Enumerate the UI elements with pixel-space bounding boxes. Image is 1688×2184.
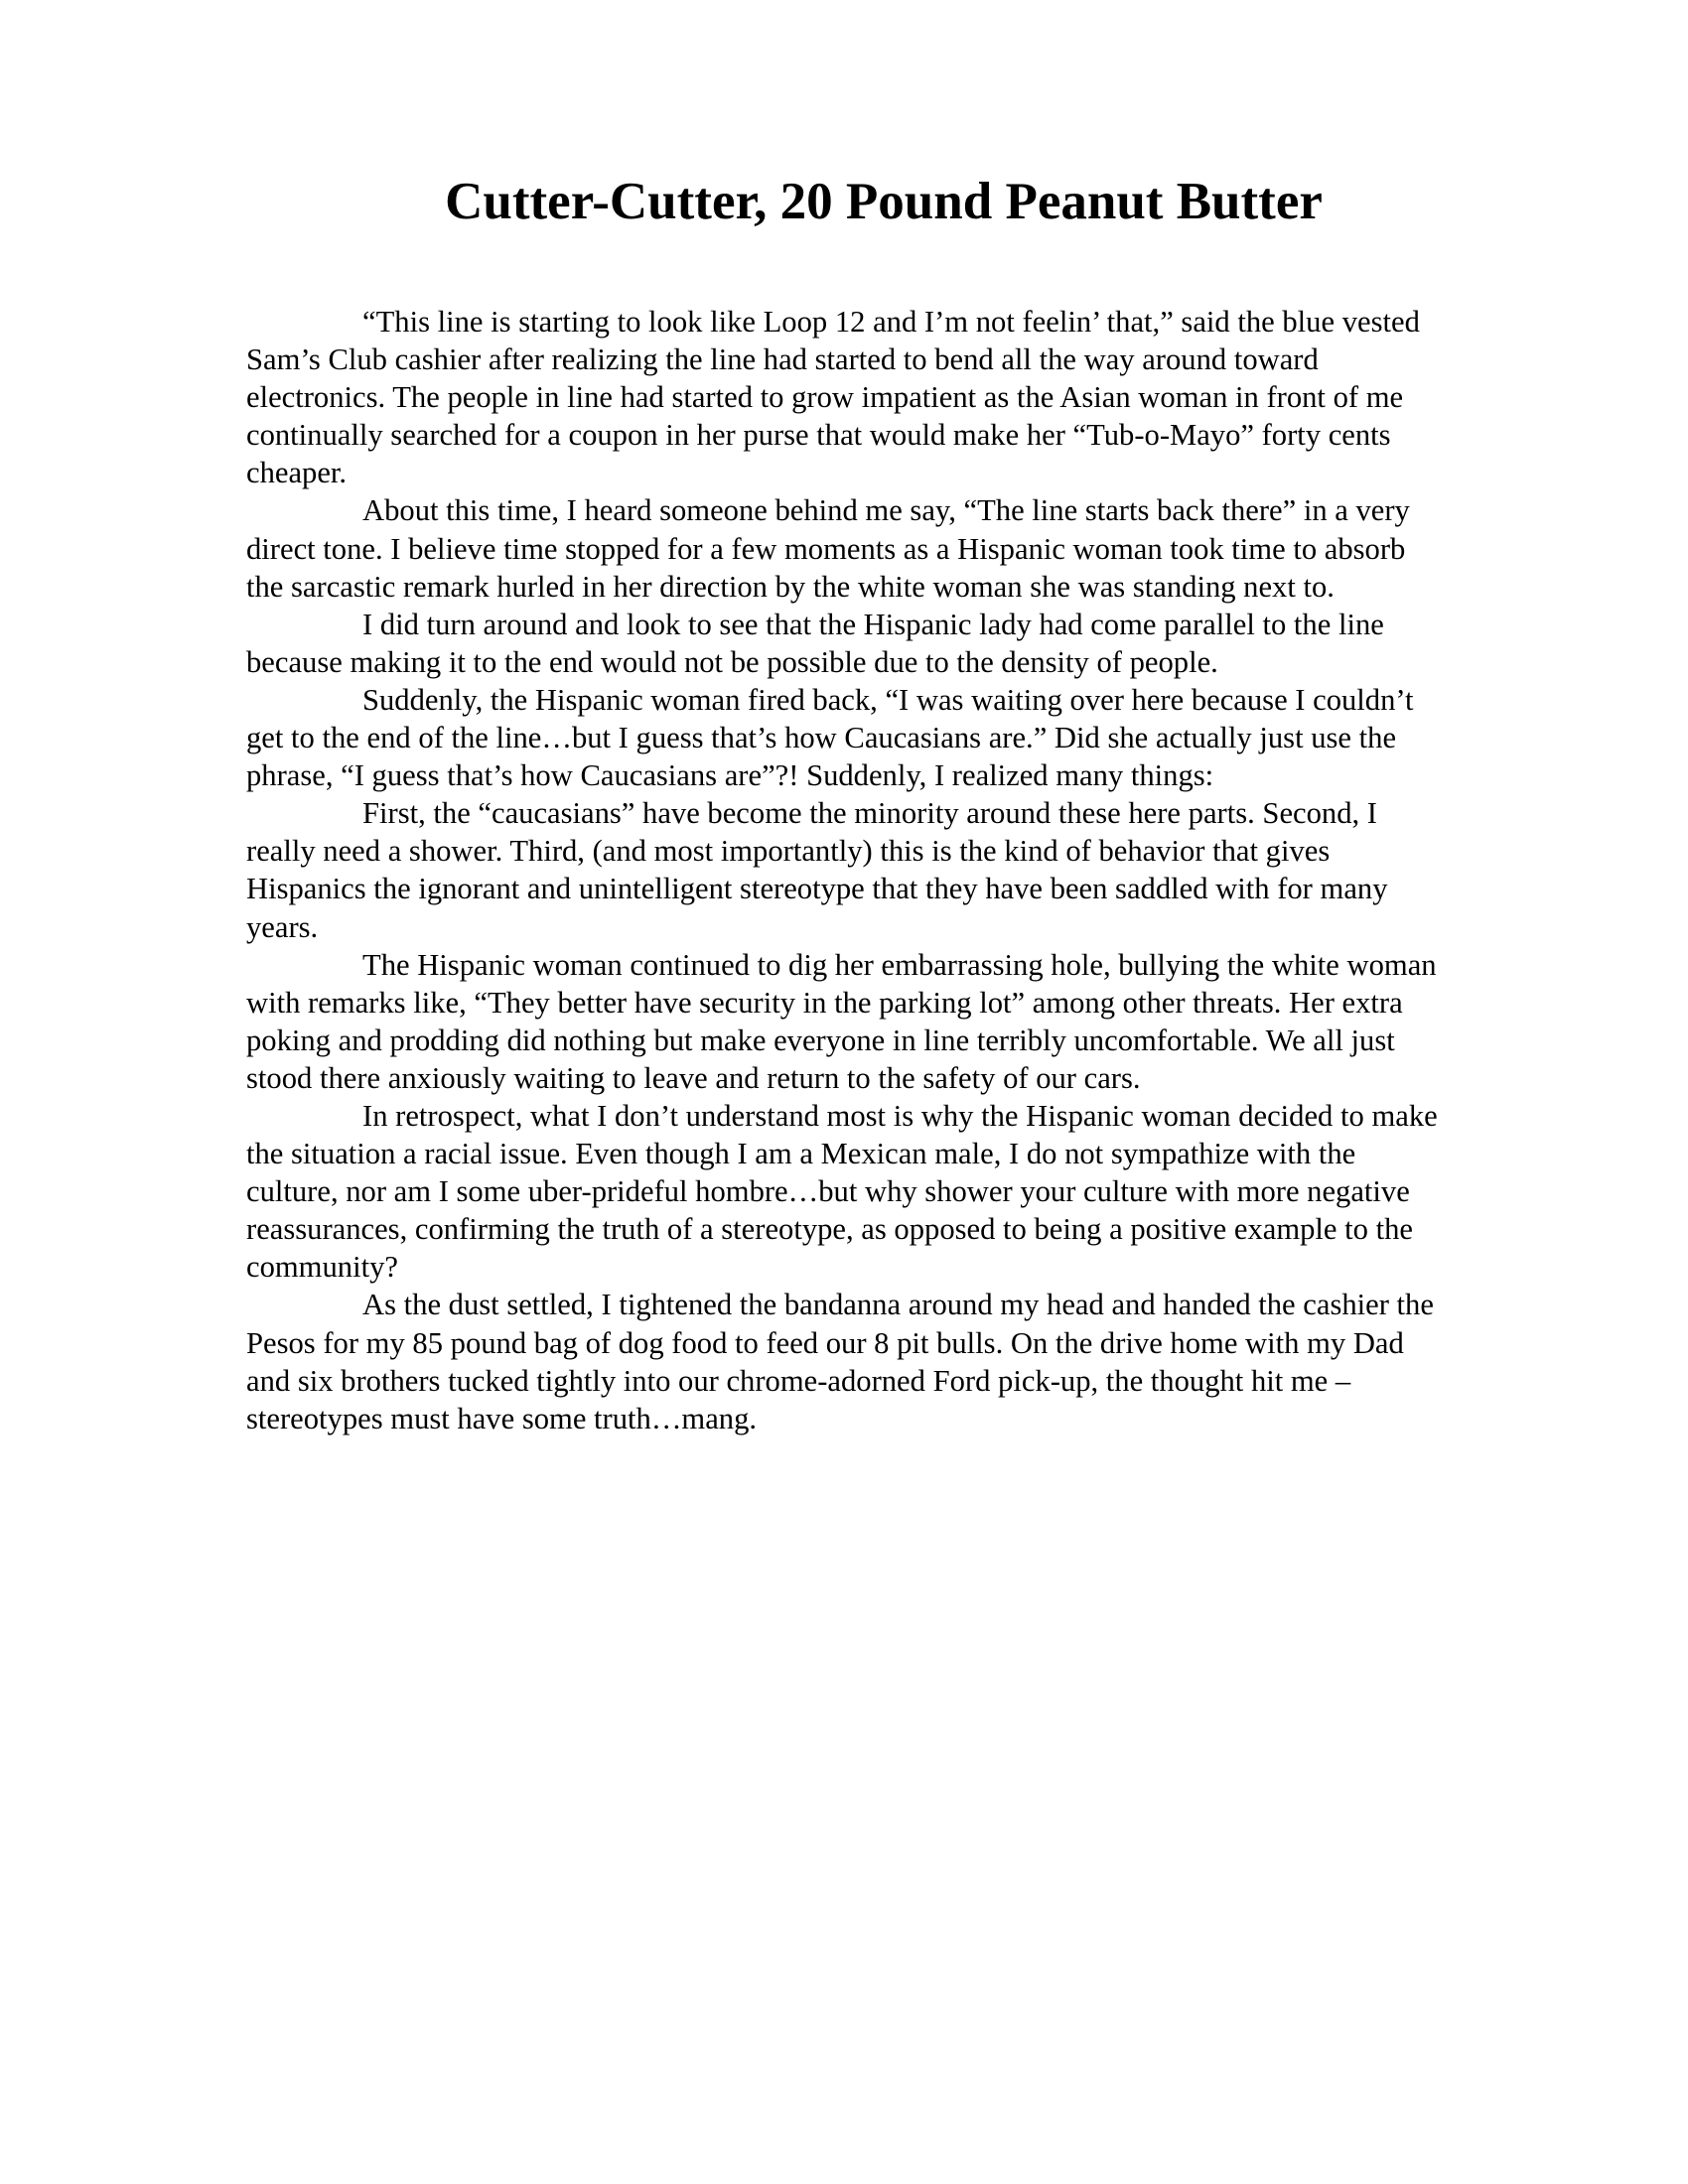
paragraph: In retrospect, what I don’t understand most is why the Hispanic woman decided to make the situation a racial issue. Even though I am a Mexican male, I do not sympathize with the culture, nor am I some uber-prideful hombre…but why shower your culture with more negative reassurances, confirming the truth of a stereotype, as opposed to being a positive example to the community? bbox=[246, 1098, 1438, 1285]
paragraph: I did turn around and look to see that the Hispanic lady had come parallel to the line because making it to the end would not be possible due to the density of people. bbox=[246, 607, 1384, 679]
document-body bbox=[246, 303, 1448, 1437]
paragraph: First, the “caucasians” have become the minority around these here parts. Second, I really need a shower. Third, (and most importantly) this is the kind of behavior that gives Hispanics the ignorant and unintelligent stereotype that they have been saddled with for many years. bbox=[246, 796, 1388, 944]
paragraph: Suddenly, the Hispanic woman fired back, “I was waiting over here because I couldn’t get to the end of the line…but I guess that’s how Caucasians are.” Did she actually just use the phrase, “I guess that’s how Caucasians are”?! Suddenly, I realized many things: bbox=[246, 682, 1414, 793]
paragraph: The Hispanic woman continued to dig her embarrassing hole, bullying the white woman with remarks like, “They better have security in the parking lot” among other threats. Her extra poking and prodding did nothing but make everyone in line terribly uncomfortable. We all just stood there anxiously waiting to leave and return to the safety of our cars. bbox=[246, 947, 1437, 1095]
paragraph: About this time, I heard someone behind me say, “The line starts back there” in a very direct tone. I believe time stopped for a few moments as a Hispanic woman took time to absorb the sarcastic remark hurled in her direction by the white woman she was standing next to. bbox=[246, 493, 1410, 604]
paragraph: As the dust settled, I tightened the bandanna around my head and handed the cashier the Pesos for my 85 pound bag of dog food to feed our 8 pit bulls. On the drive home with my Dad and six brothers tucked tightly into our chrome-adorned Ford pick-up, the thought hit me – stereotypes must have some truth…mang. bbox=[246, 1288, 1434, 1435]
paragraph: “This line is starting to look like Loop 12 and I’m not feelin’ that,” said the blue vested Sam’s Club cashier after realizing the line had started to bend all the way around toward electronics. The people in line had started to grow impatient as the Asian woman in front of me continually searched for a coupon in her purse that would make her “Tub-o-Mayo” forty cents cheaper. bbox=[246, 305, 1420, 490]
document-title: Cutter-Cutter, 20 Pound Peanut Butter bbox=[445, 173, 1323, 230]
